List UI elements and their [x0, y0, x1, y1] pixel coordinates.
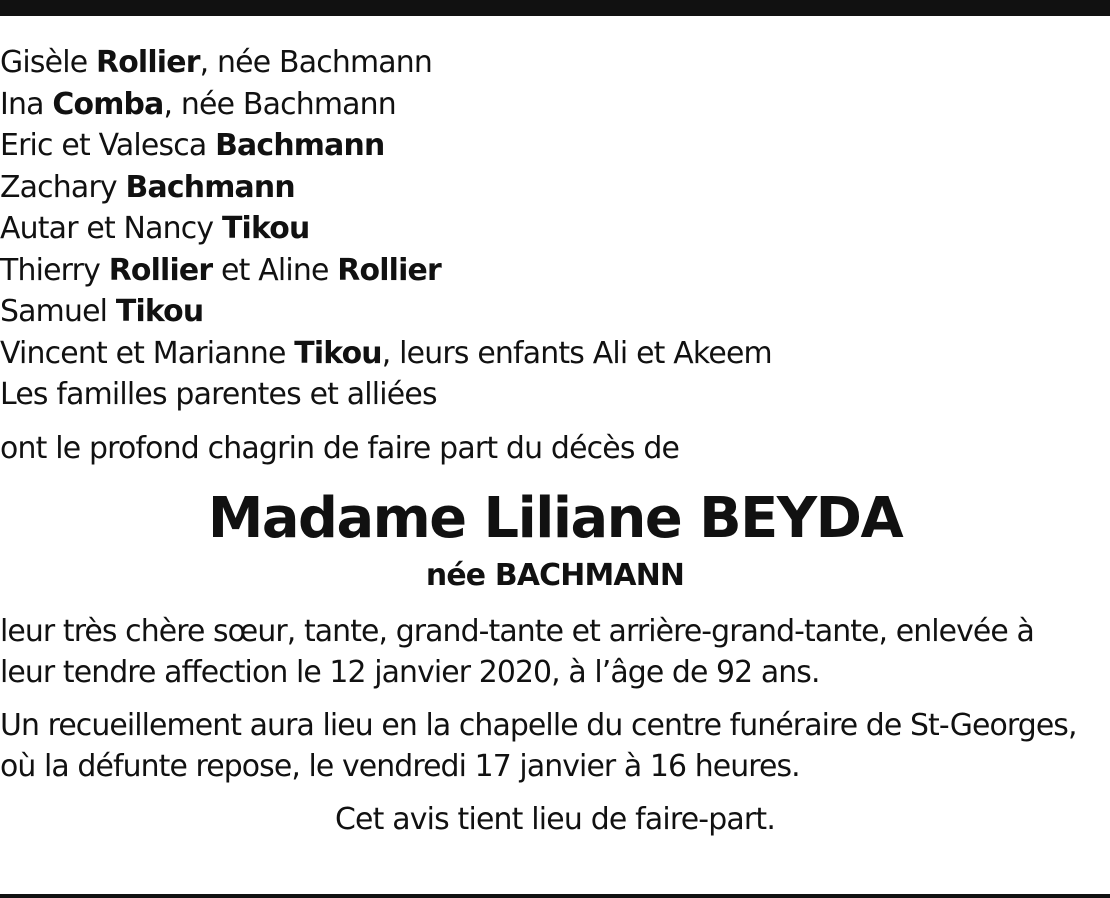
- mourner-text: Gisèle: [0, 45, 96, 80]
- mourner-text: , leurs enfants Ali et Akeem: [381, 335, 772, 371]
- mourner-line: [0, 291, 1110, 333]
- mourner-surname: Bachmann: [215, 128, 385, 163]
- mourner-surname: Rollier: [337, 252, 441, 288]
- mourner-text: Zachary: [0, 169, 126, 205]
- mourner-text: Les familles parentes et alliées: [0, 377, 437, 412]
- mourner-text: Vincent et Marianne: [0, 335, 295, 371]
- ceremony-paragraph: [0, 705, 1110, 787]
- relation-line: leur tendre affection le 12 janvier 2020, à l’âge de 92 ans.: [0, 654, 820, 690]
- mourner-surname: Comba: [52, 86, 164, 122]
- ceremony-line: Un recueillement aura lieu en la chapelle du centre funéraire de St-Georges,: [0, 707, 1077, 743]
- mourner-text: Ina: [0, 86, 53, 122]
- mourners-list: [0, 42, 1110, 416]
- bottom-rule: [0, 894, 1110, 898]
- mourner-line: [0, 125, 1110, 167]
- mourner-line: [0, 374, 1110, 416]
- relation-paragraph: [0, 611, 1110, 693]
- mourner-surname: Bachmann: [125, 169, 295, 205]
- closing-note: Cet avis tient lieu de faire-part.: [334, 801, 776, 837]
- mourner-surname: Tikou: [221, 211, 310, 246]
- deceased-name: Madame Liliane BEYDA: [207, 485, 903, 551]
- mourner-text: , née Bachmann: [199, 45, 433, 80]
- mourner-text: Samuel: [0, 294, 116, 329]
- deceased-maiden-name: née BACHMANN: [425, 557, 685, 593]
- mourner-line: [0, 84, 1110, 126]
- mourner-text: Eric et Valesca: [0, 128, 216, 163]
- mourner-surname: Tikou: [294, 335, 382, 371]
- mourner-text: et Aline: [212, 252, 338, 288]
- relation-line: leur très chère sœur, tante, grand-tante et arrière-grand-tante, enlevée à: [0, 613, 1034, 649]
- death-notice: [0, 42, 1110, 840]
- mourner-line: [0, 250, 1110, 292]
- ceremony-line: où la défunte repose, le vendredi 17 janvier à 16 heures.: [0, 748, 800, 784]
- mourner-line: [0, 208, 1110, 250]
- mourner-text: Autar et Nancy: [0, 211, 222, 246]
- top-rule: [0, 0, 1110, 16]
- mourner-surname: Rollier: [95, 45, 200, 80]
- mourner-line: [0, 167, 1110, 209]
- mourner-surname: Rollier: [108, 252, 213, 288]
- announcement-intro: ont le profond chagrin de faire part du décès de: [0, 430, 680, 466]
- mourner-line: [0, 333, 1110, 375]
- mourner-text: , née Bachmann: [163, 86, 396, 122]
- mourner-text: Thierry: [0, 252, 109, 288]
- mourner-surname: Tikou: [115, 294, 204, 329]
- mourner-line: [0, 42, 1110, 84]
